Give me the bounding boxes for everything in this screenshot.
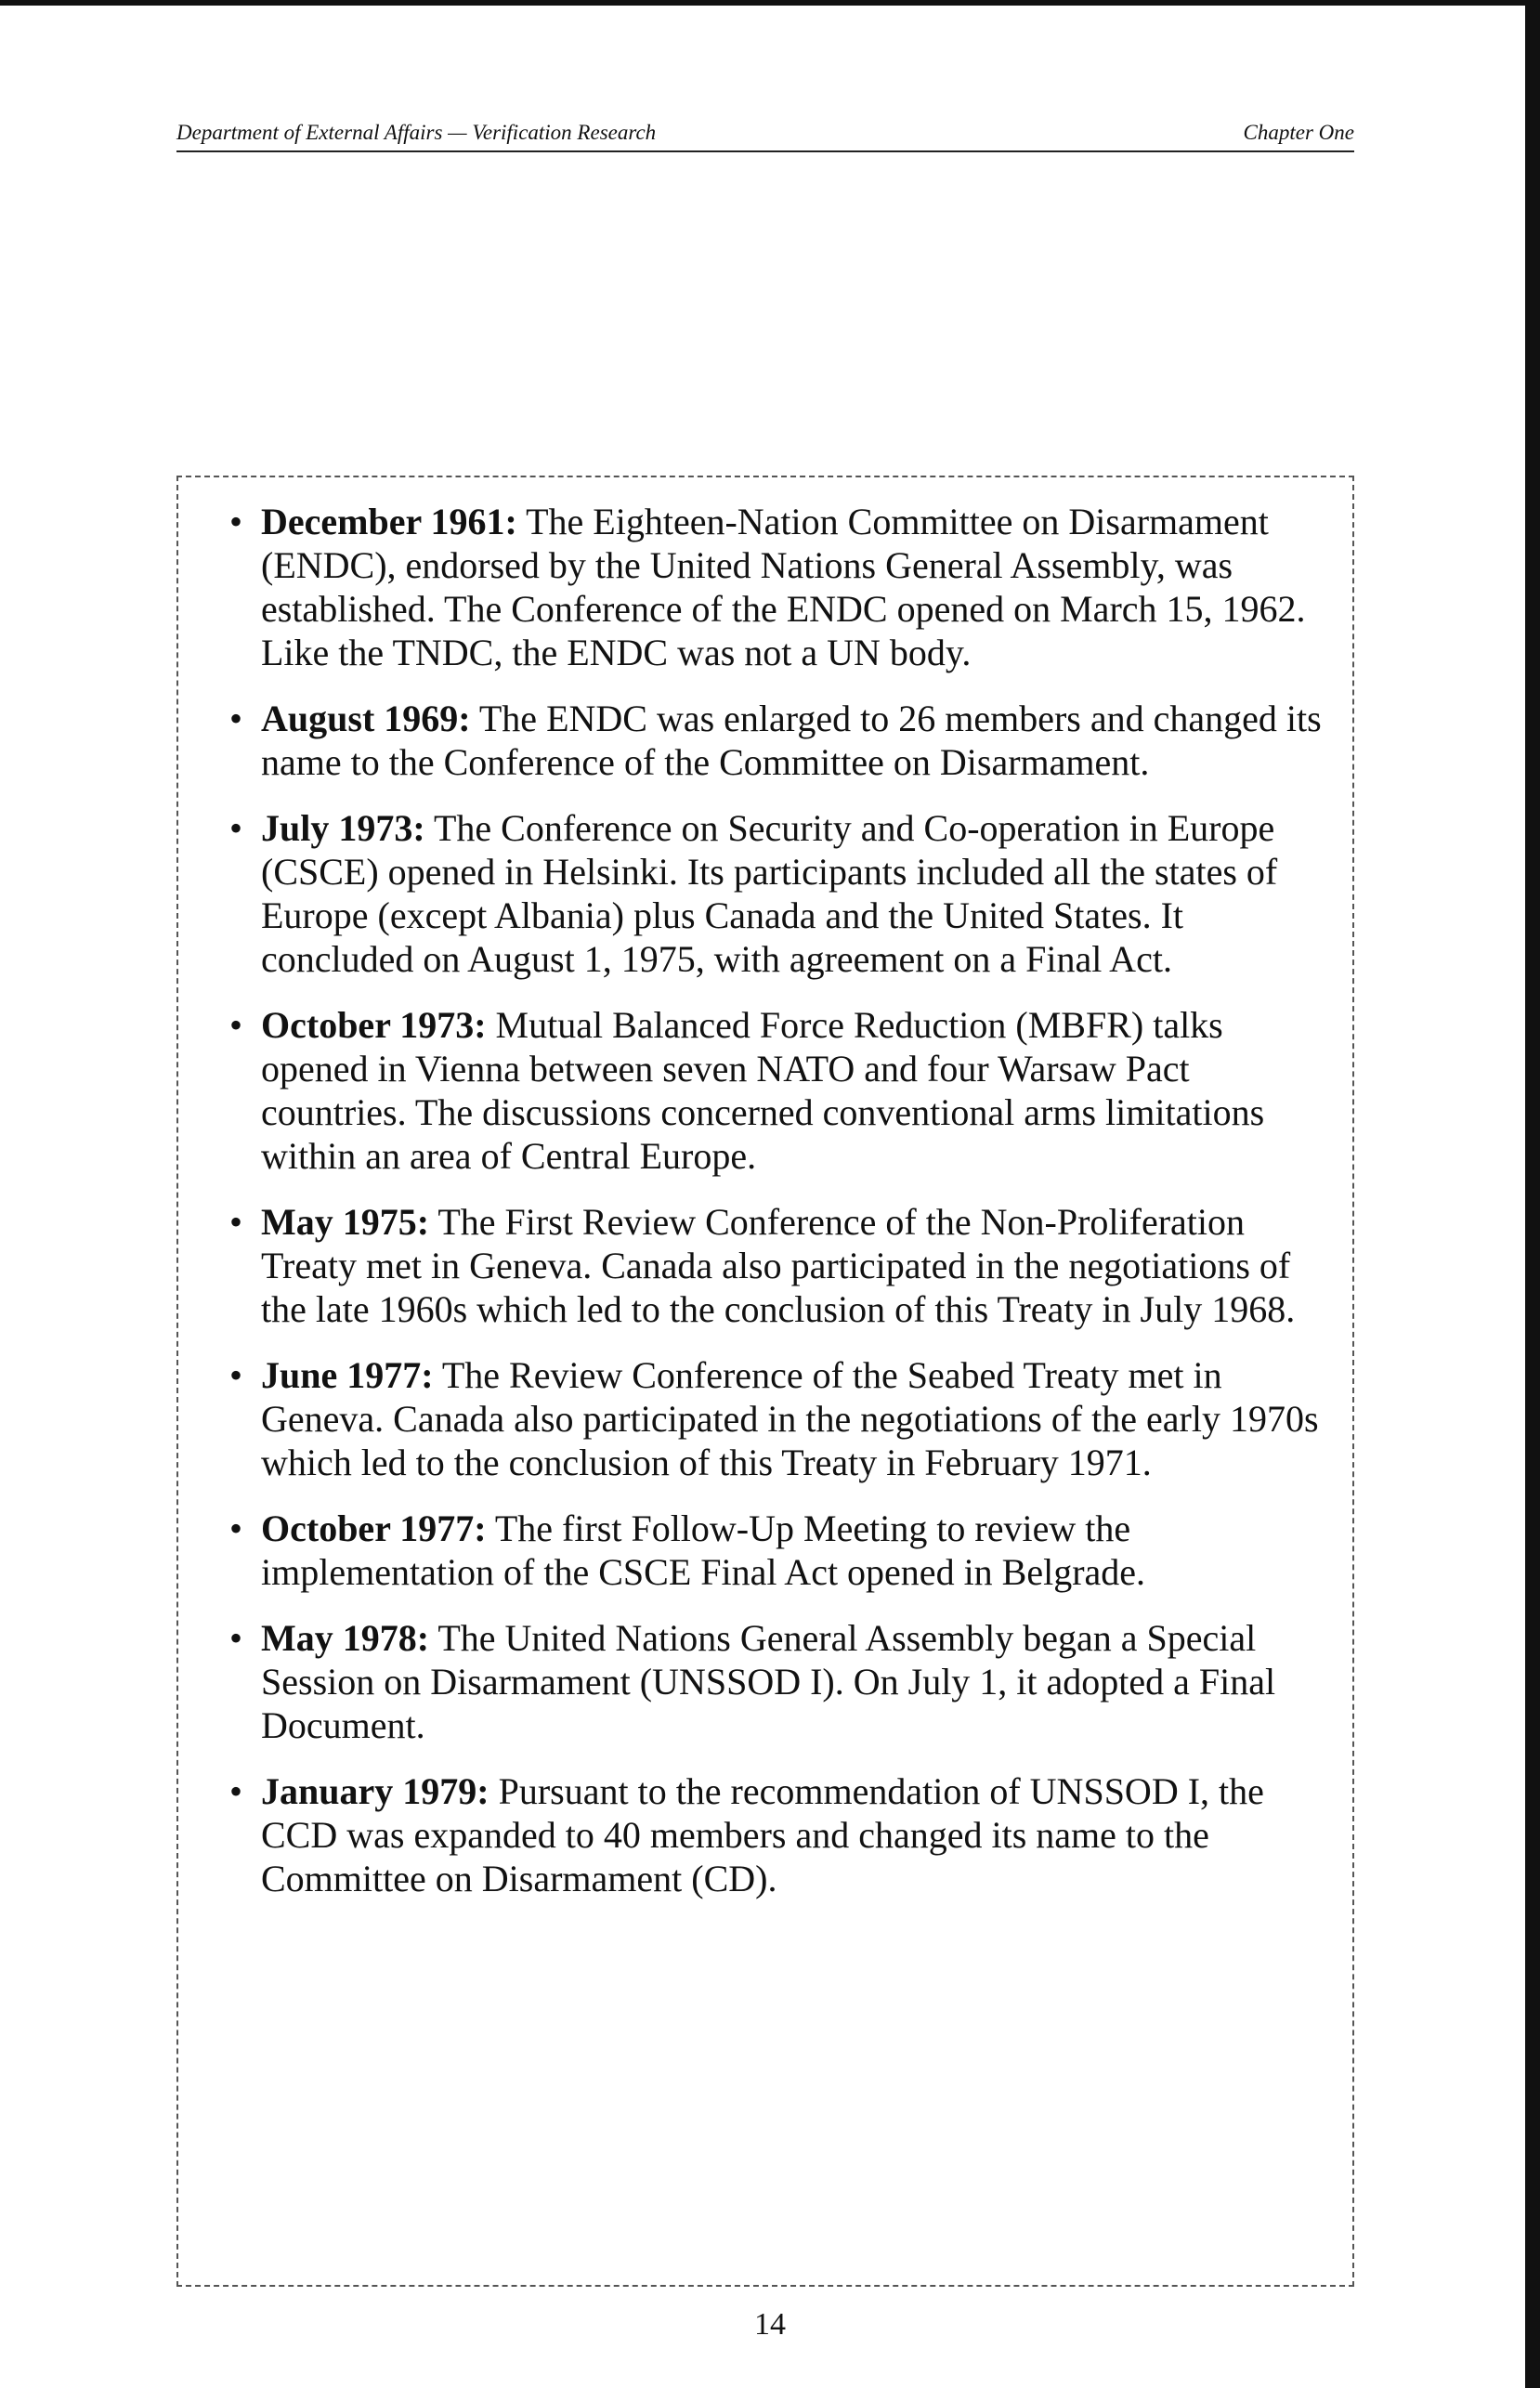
bullet-icon: • bbox=[229, 1201, 243, 1243]
list-item bbox=[229, 697, 1325, 784]
page-number: 14 bbox=[754, 2307, 786, 2342]
entry-date: May 1975: bbox=[261, 1201, 430, 1243]
bullet-icon: • bbox=[229, 698, 243, 739]
entry-text: The first Follow-Up Meeting to review the implementation of the CSCE Final Act opened in Belgrade. bbox=[261, 1507, 1146, 1593]
entry-date: July 1973: bbox=[261, 807, 425, 849]
right-page-edge bbox=[1525, 0, 1540, 2388]
bullet-icon: • bbox=[229, 807, 243, 849]
list-item bbox=[229, 1003, 1325, 1178]
entry-text: The Review Conference of the Seabed Treaty met in Geneva. Canada also participated in the negotiations of the early 1970s which led to the conclusion of this Treaty in February 1971. bbox=[261, 1354, 1319, 1483]
bullet-icon: • bbox=[229, 1770, 243, 1812]
bullet-icon: • bbox=[229, 1507, 243, 1549]
bullet-icon: • bbox=[229, 1004, 243, 1046]
list-item bbox=[229, 1616, 1325, 1747]
list-item bbox=[229, 1353, 1325, 1484]
list-item bbox=[229, 806, 1325, 981]
entry-text: Mutual Balanced Force Reduction (MBFR) talks opened in Vienna between seven NATO and four Warsaw Pact countries. The discussions concerned conventional arms limitations within an area of Central Europe. bbox=[261, 1004, 1265, 1177]
entry-date: January 1979: bbox=[261, 1770, 489, 1812]
entry-text: The First Review Conference of the Non-Proliferation Treaty met in Geneva. Canada also participated in the negotiations of the late 1960s which led to the conclusion of this Treaty in July 1968. bbox=[261, 1201, 1296, 1330]
entry-date: October 1977: bbox=[261, 1507, 487, 1549]
list-item bbox=[229, 500, 1325, 674]
entry-text: The Conference on Security and Co-operation in Europe (CSCE) opened in Helsinki. Its participants included all the states of Europe (except Albania) plus Canada and the United States. It concluded on August 1, 1975, with agreement on a Final Act. bbox=[261, 807, 1278, 980]
entry-text: The ENDC was enlarged to 26 members and changed its name to the Conference of the Committee on Disarmament. bbox=[261, 698, 1322, 783]
entry-date: August 1969: bbox=[261, 698, 471, 739]
header-department-title: Department of External Affairs — Verification Research bbox=[176, 121, 657, 144]
chronology-list bbox=[229, 500, 1325, 1923]
list-item bbox=[229, 1507, 1325, 1594]
list-item bbox=[229, 1769, 1325, 1900]
entry-text: The Eighteen-Nation Committee on Disarmament (ENDC), endorsed by the United Nations General Assembly, was established. The Conference of the ENDC opened on March 15, 1962. Like the TNDC, the ENDC was not a UN body. bbox=[261, 501, 1306, 673]
top-border bbox=[0, 0, 1540, 6]
entry-date: October 1973: bbox=[261, 1004, 487, 1046]
entry-date: June 1977: bbox=[261, 1354, 434, 1396]
bullet-icon: • bbox=[229, 501, 243, 542]
bullet-icon: • bbox=[229, 1617, 243, 1659]
bullet-icon: • bbox=[229, 1354, 243, 1396]
entry-date: May 1978: bbox=[261, 1617, 430, 1659]
running-header bbox=[176, 113, 1354, 152]
header-chapter-title: Chapter One bbox=[1243, 121, 1354, 144]
entry-text: The United Nations General Assembly began a Special Session on Disarmament (UNSSOD I). On July 1, it adopted a Final Document. bbox=[261, 1617, 1276, 1746]
list-item bbox=[229, 1200, 1325, 1331]
entry-text: Pursuant to the recommendation of UNSSOD I, the CCD was expanded to 40 members and changed its name to the Committee on Disarmament (CD). bbox=[261, 1770, 1264, 1899]
entry-date: December 1961: bbox=[261, 501, 517, 542]
